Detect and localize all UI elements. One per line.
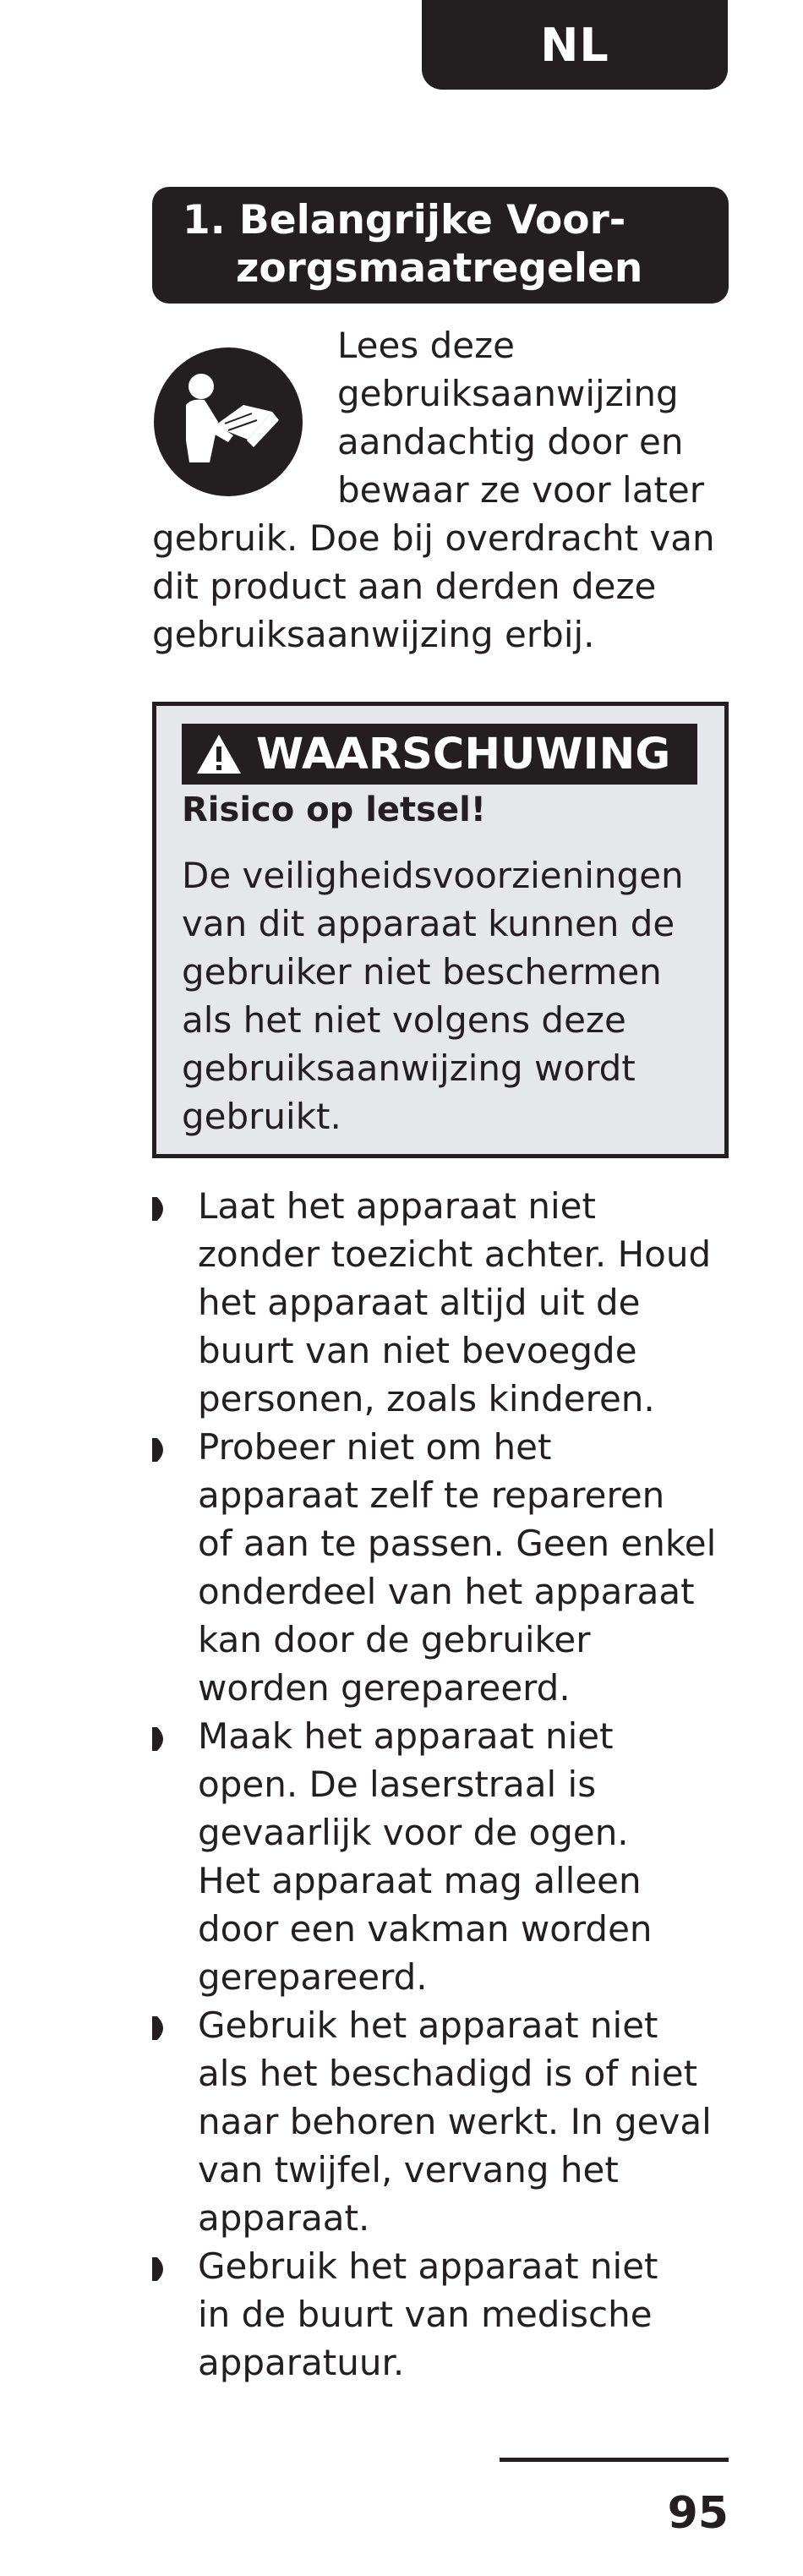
warning-body-line: gebruikt. <box>182 1096 341 1137</box>
warning-body-line: gebruiksaanwijzing wordt <box>182 1047 636 1089</box>
section-heading-line-1: 1. Belangrijke Voor- <box>183 197 626 243</box>
section-heading <box>152 187 729 304</box>
list-item-line: Laat het apparaat niet <box>198 1185 596 1227</box>
list-item-text <box>198 1423 744 1712</box>
list-item-line: onderdeel van het apparaat <box>198 1571 695 1612</box>
list-item <box>152 2242 744 2387</box>
warning-body-line: gebruiker niet beschermen <box>182 951 662 993</box>
list-item-line: apparatuur. <box>198 2342 405 2383</box>
page-number: 95 <box>667 2488 729 2539</box>
list-item-line: personen, zoals kinderen. <box>198 1378 655 1419</box>
list-item-line: Het apparaat mag alleen <box>198 1860 642 1901</box>
list-item <box>152 2001 744 2242</box>
intro-line: aandachtig door en <box>337 421 684 462</box>
list-item-line: van twijfel, vervang het <box>198 2149 619 2190</box>
warning-subtitle: Risico op letsel! <box>182 790 487 829</box>
bullet-marker-icon <box>152 2016 169 2040</box>
intro-line: bewaar ze voor later <box>337 469 705 511</box>
list-item-line: kan door de gebruiker <box>198 1619 591 1660</box>
intro-line: Lees deze <box>337 325 515 366</box>
bullet-marker-icon <box>152 1197 169 1221</box>
list-item-line: als het beschadigd is of niet <box>198 2053 698 2094</box>
list-item-line: Probeer niet om het <box>198 1426 552 1468</box>
list-item <box>152 1182 744 1423</box>
intro-line: gebruik. Doe bij overdracht van <box>152 517 715 559</box>
list-item-text <box>198 2001 744 2242</box>
list-item-line: worden gerepareerd. <box>198 1667 571 1709</box>
list-item-line: gerepareerd. <box>198 1956 428 1998</box>
section-heading-line-2: zorgsmaatregelen <box>236 245 643 292</box>
list-item-line: apparaat zelf te repareren <box>198 1474 665 1516</box>
bullet-marker-icon <box>152 1438 169 1462</box>
warning-body <box>182 851 723 1140</box>
list-item-text <box>198 1182 744 1423</box>
intro-line: dit product aan derden deze <box>152 566 657 607</box>
list-item-line: Gebruik het apparaat niet <box>198 2245 658 2287</box>
list-item-text <box>198 2242 744 2387</box>
bullet-marker-icon <box>152 2257 169 2281</box>
list-item-line: of aan te passen. Geen enkel <box>198 1523 717 1564</box>
warning-body-line: De veiligheidsvoorzieningen <box>182 855 684 896</box>
list-item-line: gevaarlijk voor de ogen. <box>198 1812 629 1853</box>
warning-body-line: als het niet volgens deze <box>182 999 626 1041</box>
list-item-line: open. De laserstraal is <box>198 1764 597 1805</box>
list-item-line: zonder toezicht achter. Houd <box>198 1233 712 1275</box>
list-item-line: Maak het apparaat niet <box>198 1715 614 1757</box>
list-item-line: naar behoren werkt. In geval <box>198 2101 712 2142</box>
warning-label-text: WAARSCHUWING <box>256 729 671 779</box>
intro-line: gebruiksaanwijzing <box>337 373 679 414</box>
list-item-line: apparaat. <box>198 2197 370 2239</box>
bullet-marker-icon <box>152 1727 169 1751</box>
warning-label <box>182 724 697 785</box>
read-manual-icon <box>152 346 304 498</box>
language-tab: NL <box>422 0 728 90</box>
list-item <box>152 1423 744 1712</box>
list-item <box>152 1712 744 2001</box>
list-item-line: het apparaat altijd uit de <box>198 1282 641 1323</box>
warning-body-line: van dit apparaat kunnen de <box>182 903 675 944</box>
intro-line: gebruiksaanwijzing erbij. <box>152 614 595 655</box>
safety-bullet-list <box>152 1182 744 2387</box>
list-item-line: in de buurt van medische <box>198 2294 653 2335</box>
list-item-line: Gebruik het apparaat niet <box>198 2004 658 2046</box>
warning-box <box>152 702 729 1158</box>
warning-triangle-icon <box>195 733 243 775</box>
list-item-line: buurt van niet bevoegde <box>198 1330 637 1371</box>
list-item-text <box>198 1712 744 2001</box>
list-item-line: door een vakman worden <box>198 1908 653 1950</box>
footer-divider <box>500 2458 729 2462</box>
